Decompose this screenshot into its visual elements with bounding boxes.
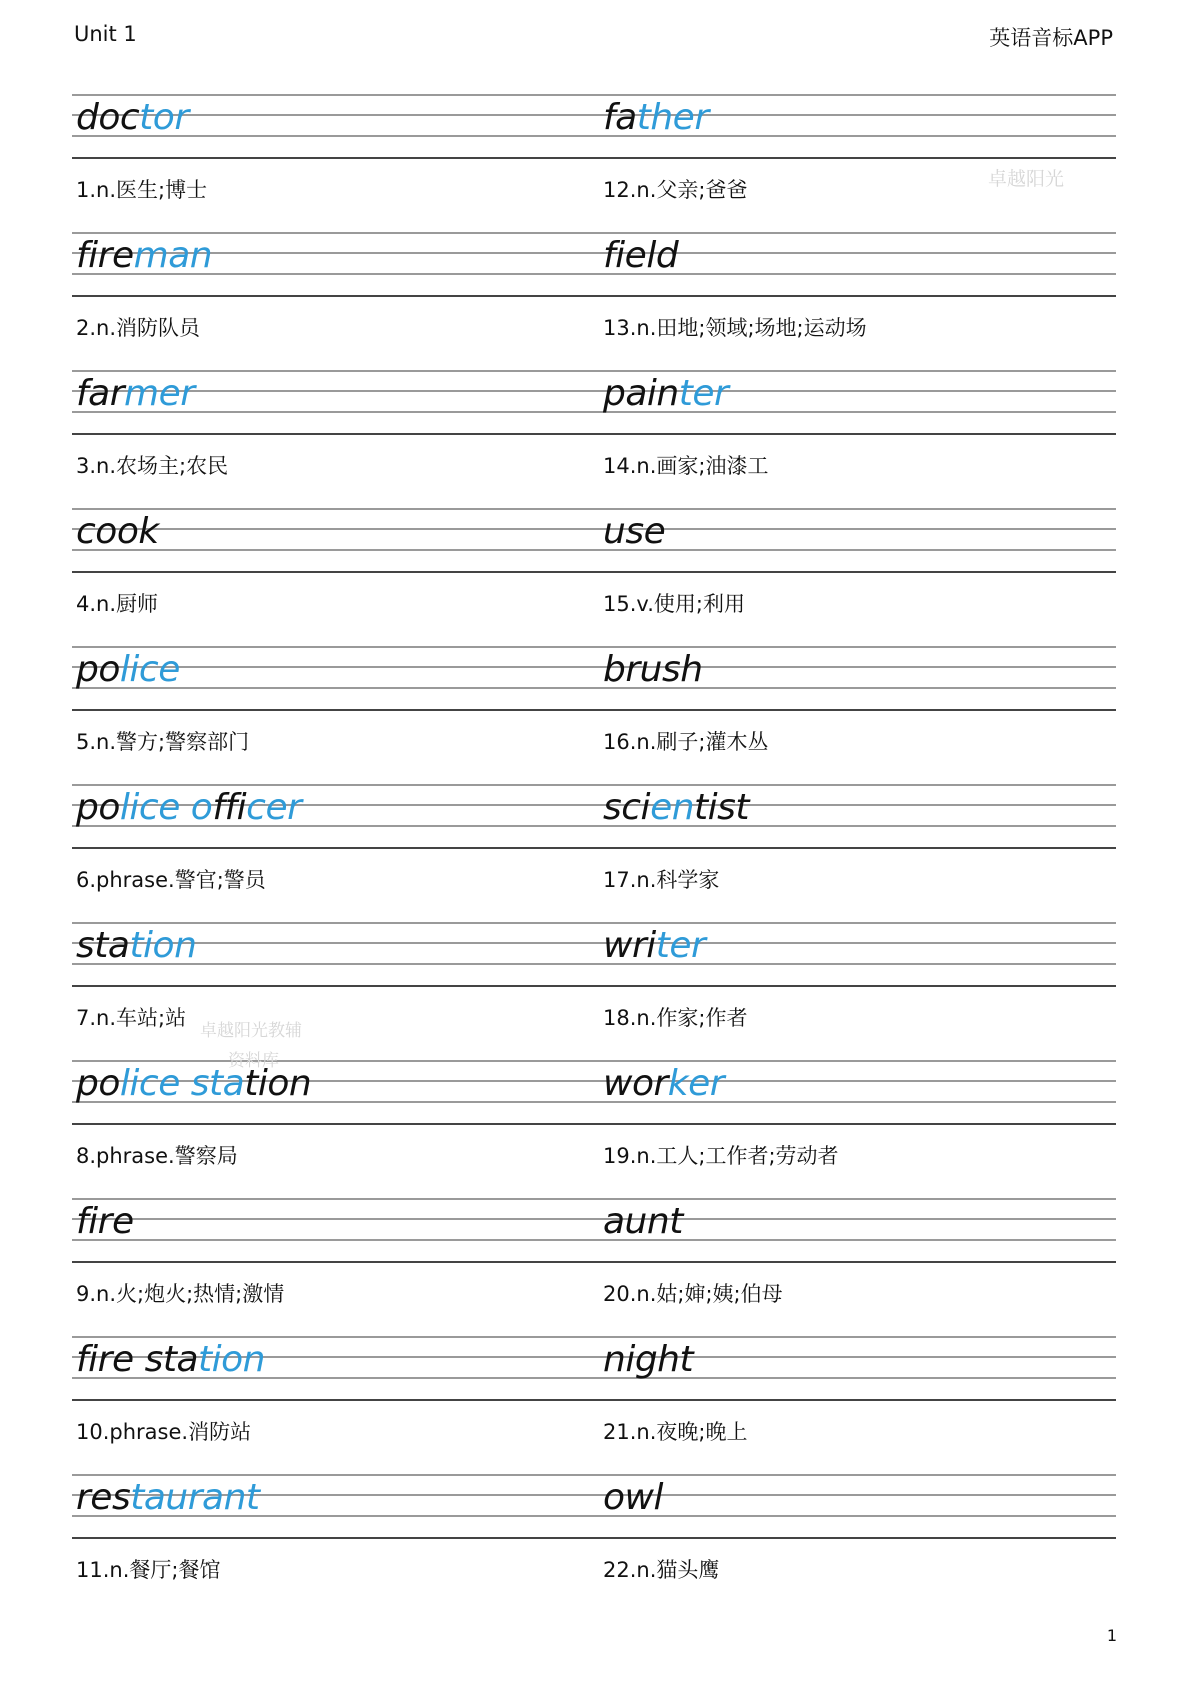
- english-word: [76, 98, 189, 138]
- chinese-definition: 22.n.猫头鹰: [603, 1558, 720, 1582]
- vocab-entry: [599, 646, 1116, 784]
- english-word: [76, 1478, 260, 1518]
- vocab-entry: [599, 508, 1116, 646]
- vocab-entry: [599, 1060, 1116, 1198]
- english-word: [76, 1340, 265, 1380]
- english-word: [76, 788, 301, 828]
- word-segment: night: [603, 1339, 694, 1380]
- unit-title: Unit 1: [74, 22, 137, 46]
- word-segment: po: [76, 787, 120, 828]
- vocab-entry: [599, 1474, 1116, 1612]
- chinese-definition: 21.n.夜晚;晚上: [603, 1420, 748, 1444]
- highlighted-syllable: tor: [139, 97, 189, 138]
- vocab-entry: [72, 370, 594, 508]
- chinese-definition: 17.n.科学家: [603, 868, 720, 892]
- english-word: [603, 512, 665, 552]
- vocab-entry: [72, 1474, 594, 1612]
- english-word: [603, 1340, 693, 1380]
- vocab-row: [72, 784, 1116, 922]
- english-word: [603, 926, 705, 966]
- word-segment: brush: [603, 649, 703, 690]
- vocab-entry: [72, 922, 594, 1060]
- vocab-row: [72, 232, 1116, 370]
- watermark: 卓越阳光教辅: [200, 1021, 302, 1041]
- vocab-row: [72, 370, 1116, 508]
- chinese-definition: 16.n.刷子;灌木丛: [603, 730, 769, 754]
- english-word: [603, 1202, 683, 1242]
- word-segment: po: [76, 1063, 120, 1104]
- highlighted-syllable: tion: [198, 1339, 265, 1380]
- english-word: [603, 650, 703, 690]
- highlighted-syllable: ter: [678, 373, 729, 414]
- vocab-row: [72, 646, 1116, 784]
- vocab-entry: [72, 784, 594, 922]
- word-segment: wor: [603, 1063, 668, 1104]
- vocab-entry: [72, 1060, 594, 1198]
- english-word: [76, 650, 180, 690]
- highlighted-syllable: ter: [655, 925, 706, 966]
- highlighted-syllable: lice o: [119, 787, 213, 828]
- watermark: 卓越阳光: [988, 168, 1065, 190]
- app-name: 英语音标APP: [989, 26, 1113, 50]
- english-word: [603, 1478, 663, 1518]
- english-word: [603, 98, 709, 138]
- chinese-definition: 7.n.车站;站: [76, 1006, 187, 1030]
- vocab-row: [72, 1198, 1116, 1336]
- chinese-definition: 8.phrase.警察局: [76, 1144, 238, 1168]
- word-segment: tist: [694, 787, 750, 828]
- vocab-entry: [72, 94, 594, 232]
- word-segment: cook: [76, 511, 159, 552]
- chinese-definition: 2.n.消防队员: [76, 316, 201, 340]
- vocab-entry: [599, 784, 1116, 922]
- vocab-entry: [72, 508, 594, 646]
- vocab-entry: [599, 94, 1116, 232]
- highlighted-syllable: mer: [124, 373, 195, 414]
- word-segment: owl: [603, 1477, 663, 1518]
- vocab-entry: [599, 922, 1116, 1060]
- highlighted-syllable: man: [133, 235, 213, 276]
- chinese-definition: 3.n.农场主;农民: [76, 454, 229, 478]
- vocab-entry: [72, 1336, 594, 1474]
- word-segment: sta: [76, 925, 130, 966]
- english-word: [76, 236, 212, 276]
- chinese-definition: 9.n.火;炮火;热情;激情: [76, 1282, 285, 1306]
- chinese-definition: 11.n.餐厅;餐馆: [76, 1558, 221, 1582]
- english-word: [76, 374, 195, 414]
- vocab-entry: [72, 1198, 594, 1336]
- vocab-entry: [599, 370, 1116, 508]
- word-segment: res: [76, 1477, 131, 1518]
- english-word: [603, 236, 678, 276]
- english-word: [76, 1202, 134, 1242]
- highlighted-syllable: ther: [636, 97, 709, 138]
- highlighted-syllable: cer: [246, 787, 302, 828]
- chinese-definition: 10.phrase.消防站: [76, 1420, 252, 1444]
- highlighted-syllable: lice: [119, 649, 180, 690]
- chinese-definition: 18.n.作家;作者: [603, 1006, 748, 1030]
- chinese-definition: 15.v.使用;利用: [603, 592, 745, 616]
- english-word: [603, 788, 749, 828]
- chinese-definition: 14.n.画家;油漆工: [603, 454, 769, 478]
- word-segment: sci: [603, 787, 651, 828]
- word-segment: fire: [76, 1201, 134, 1242]
- chinese-definition: 4.n.厨师: [76, 592, 159, 616]
- highlighted-syllable: taurant: [130, 1477, 260, 1518]
- english-word: [603, 1064, 724, 1104]
- vocab-row: [72, 1474, 1116, 1612]
- word-segment: aunt: [603, 1201, 683, 1242]
- vocab-row: [72, 1060, 1116, 1198]
- chinese-definition: 19.n.工人;工作者;劳动者: [603, 1144, 839, 1168]
- chinese-definition: 13.n.田地;领域;场地;运动场: [603, 316, 867, 340]
- vocab-row: [72, 1336, 1116, 1474]
- word-segment: fire sta: [76, 1339, 198, 1380]
- watermark: 资料库: [228, 1051, 279, 1071]
- vocab-entry: [72, 646, 594, 784]
- word-segment: pain: [603, 373, 679, 414]
- chinese-definition: 12.n.父亲;爸爸: [603, 178, 748, 202]
- english-word: [76, 512, 159, 552]
- vocab-entry: [599, 232, 1116, 370]
- highlighted-syllable: tion: [129, 925, 197, 966]
- chinese-definition: 5.n.警方;警察部门: [76, 730, 250, 754]
- chinese-definition: 6.phrase.警官;警员: [76, 868, 266, 892]
- word-segment: tion: [244, 1063, 312, 1104]
- highlighted-syllable: en: [650, 787, 695, 828]
- word-segment: ffi: [212, 787, 247, 828]
- word-segment: fa: [603, 97, 637, 138]
- word-segment: po: [76, 649, 120, 690]
- chinese-definition: 20.n.姑;婶;姨;伯母: [603, 1282, 783, 1306]
- word-segment: fire: [76, 235, 134, 276]
- highlighted-syllable: lice sta: [119, 1063, 245, 1104]
- page-number: 1: [1106, 1626, 1117, 1645]
- english-word: [76, 926, 196, 966]
- vocab-entry: [72, 232, 594, 370]
- vocab-entry: [599, 1198, 1116, 1336]
- chinese-definition: 1.n.医生;博士: [76, 178, 208, 202]
- word-segment: field: [603, 235, 679, 276]
- vocab-entry: [599, 1336, 1116, 1474]
- word-segment: far: [76, 373, 125, 414]
- word-segment: wri: [603, 925, 656, 966]
- vocab-row: [72, 94, 1116, 232]
- english-word: [603, 374, 728, 414]
- vocab-row: [72, 508, 1116, 646]
- word-segment: use: [603, 511, 666, 552]
- word-segment: doc: [76, 97, 140, 138]
- highlighted-syllable: ker: [667, 1063, 725, 1104]
